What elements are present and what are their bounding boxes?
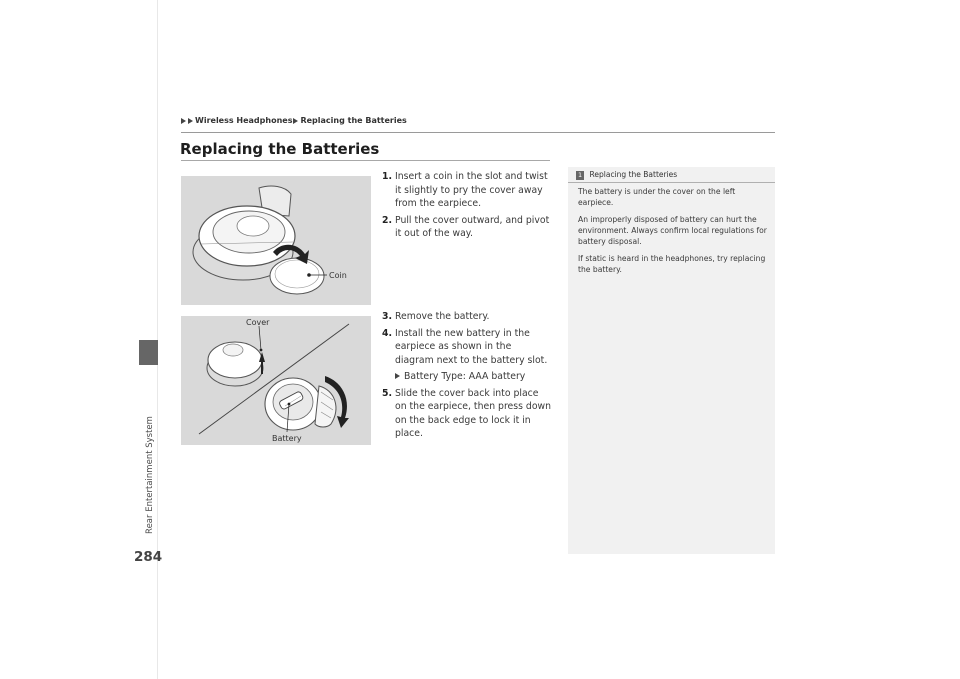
figure-battery-compartment (181, 316, 371, 445)
breadcrumb-arrow-icon (293, 118, 298, 124)
step-text: Slide the cover back into place on the earpiece, then press down on the back edge to lock it in place. (395, 387, 552, 439)
arrow-right-icon (395, 373, 400, 379)
title-rule (181, 160, 550, 161)
step-item (382, 310, 552, 324)
step-number: 5. (382, 387, 393, 399)
earpiece-coin-illustration (181, 176, 371, 305)
page-title: Replacing the Batteries (180, 140, 380, 158)
breadcrumb-item-wireless-headphones[interactable]: Wireless Headphones (195, 116, 293, 125)
step-number: 4. (382, 327, 393, 339)
battery-compartment-illustration (181, 316, 371, 445)
step-text: Remove the battery. (395, 311, 490, 322)
breadcrumb-arrow-icon (181, 118, 186, 124)
step-number: 3. (382, 311, 393, 322)
note-number-badge: 1 (578, 171, 583, 179)
step-number: 2. (382, 214, 393, 226)
side-note-panel (568, 167, 775, 554)
battery-type-note (382, 370, 552, 384)
callout-coin: Coin (329, 271, 347, 280)
note-paragraph: An improperly disposed of battery can hurt the environment. Always confirm local regulations for battery disposal. (578, 215, 767, 246)
step-number: 1. (382, 171, 393, 182)
step-item (382, 170, 552, 211)
section-label: Rear Entertainment System (145, 416, 155, 534)
step-text: Pull the cover outward, and pivot it out of the way. (395, 214, 550, 239)
breadcrumb-item-replacing-batteries: Replacing the Batteries (300, 116, 407, 125)
step-item (382, 387, 552, 441)
note-paragraph: If static is heard in the headphones, try replacing the battery. (578, 254, 766, 274)
steps-column-top (382, 170, 552, 244)
section-tab (139, 340, 158, 365)
step-item (382, 327, 552, 368)
breadcrumb (181, 116, 407, 125)
header-rule (181, 132, 775, 133)
step-text: Insert a coin in the slot and twist it slightly to pry the cover away from the earpiece. (395, 171, 548, 209)
callout-cover: Cover (246, 318, 270, 327)
side-note-header (568, 167, 775, 183)
step-text: Install the new battery in the earpiece as shown in the diagram next to the battery slot. (395, 327, 548, 366)
figure-coin-pry (181, 176, 371, 305)
side-note-title: Replacing the Batteries (589, 170, 678, 179)
breadcrumb-arrow-icon (188, 118, 193, 124)
note-paragraph: The battery is under the cover on the left earpiece. (578, 187, 736, 207)
side-note-body (568, 183, 775, 275)
callout-battery: Battery (272, 434, 302, 443)
page-number: 284 (134, 549, 163, 565)
battery-type-text: Battery Type: AAA battery (404, 371, 526, 382)
steps-column-bottom (382, 310, 552, 444)
step-item (382, 214, 552, 241)
